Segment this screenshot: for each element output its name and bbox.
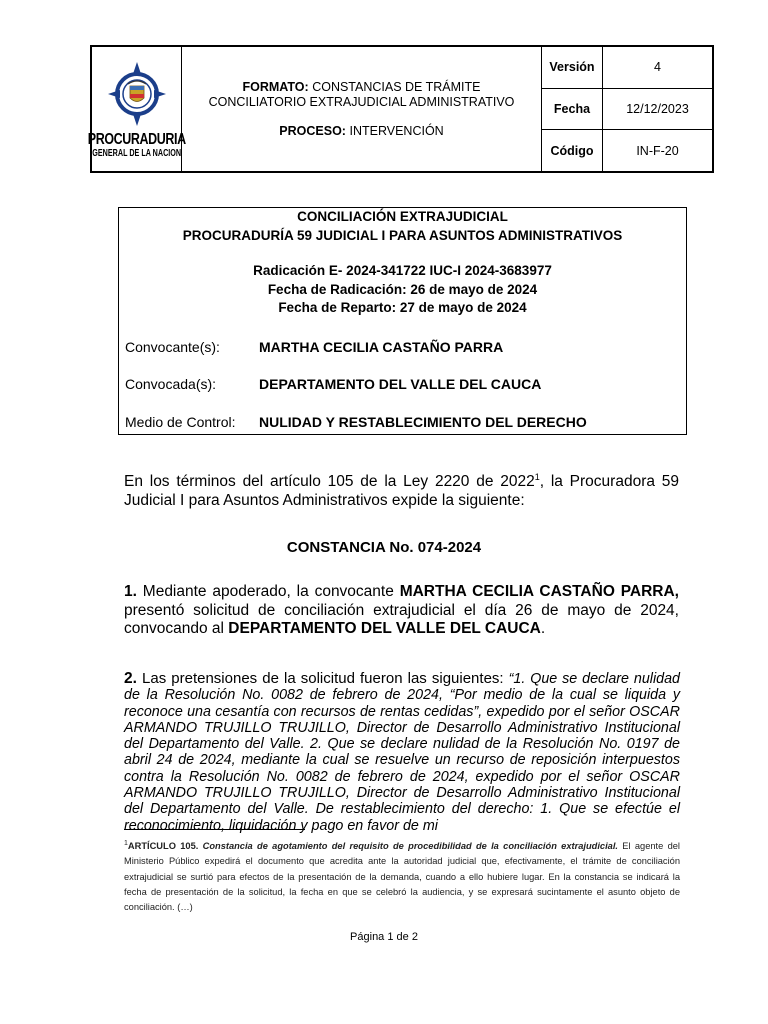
footnote-1: $^1$ARTÍCULO 105. Constancia de agotamiento del requisito de procedibilidad de la conciliación extrajudicial. El agente del Ministerio Público expedirá el documento que acredita ante la autoridad judicial que, efectivamente, el trámite de conciliación extrajudicial se surtió para efectos de la presentación de la demanda, cuando a ello hubiere lugar. En la constancia se indicará la fecha de presentación de la solicitud, la fecha en que se celebró la audiencia, y se expresará sucintamente el asunto objeto de conciliación. (…) (124, 840, 680, 913)
convocante-row (125, 339, 503, 355)
page-number: Página 1 de 2 (350, 931, 418, 943)
date-label: Fecha (542, 89, 603, 130)
code-row (542, 130, 712, 171)
logo-text: PROCURADURIA (87, 130, 186, 148)
convocada-value: DEPARTAMENTO DEL VALLE DEL CAUCA (259, 376, 542, 392)
constancia-title: CONSTANCIA No. 074-2024 (286, 539, 482, 556)
medio-control-label: Medio de Control: (125, 414, 236, 430)
code-label: Código (542, 130, 603, 171)
footnote-ref[interactable]: 1 (534, 472, 540, 482)
case-type: CONCILIACIÓN EXTRAJUDICIAL (297, 209, 508, 224)
date-row (542, 89, 712, 131)
code-value: IN-F-20 (636, 143, 679, 158)
paragraph-2: 2. Las pretensiones de la solicitud fueron las siguientes: “1. Que se declare nulidad de la Resolución No. 0082 de febrero de 2024, “Por medio de la cual se liquida y reconoce una cesantía con recursos de rentas cedidas”, expedido por el señor OSCAR ARMANDO TRUJILLO TRUJILLO, Director de Desarrollo Administrativo Institucional del Departamento del Valle. 2. Que se declare nulidad de la Resolución No. 0197 de abril 24 de 2024, mediante la cual se resuelve un recurso de reposición interpuestos contra la Resolución No. 0082 de febrero de 2024, expedido por el señor OSCAR ARMANDO TRUJILLO TRUJILLO, Director de Desarrollo Administrativo Institucional del Departamento del Valle. De restablecimiento del derecho: 1. Que se efectúe el reconocimiento, liquidación y pago en favor de mi (124, 670, 680, 834)
pretensiones-quote: “1. Que se declare nulidad de la Resolución No. 0082 de febrero de 2024, “Por medio de la cual se liquida y reconoce una cesantía con recursos de rentas cedidas”, expedido por el señor OSCAR ARMANDO TRUJILLO TRUJILLO, Director de Desarrollo Administrativo Institucional del Departamento del Valle. 2. Que se declare nulidad de la Resolución No. 0197 de abril 24 de 2024, mediante la cual se resuelve un recurso de reposición interpuestos contra la Resolución No. 0082 de febrero de 2024, expedido por el señor OSCAR ARMANDO TRUJILLO TRUJILLO, Director de Desarrollo Administrativo Institucional del Departamento del Valle. De restablecimiento del derecho: 1. Que se efectúe el reconocimiento, liquidación y pago en favor de mi (124, 671, 680, 834)
convocante-name: MARTHA CECILIA CASTAÑO PARRA, (399, 583, 679, 600)
document-meta (542, 47, 712, 171)
procuraduria-logo (87, 47, 186, 171)
convocada-name: DEPARTAMENTO DEL VALLE DEL CAUCA (228, 620, 541, 637)
case-heading (119, 208, 686, 245)
medio-control-value: NULIDAD Y RESTABLECIMIENTO DEL DERECHO (259, 414, 587, 430)
convocante-value: MARTHA CECILIA CASTAÑO PARRA (259, 339, 504, 355)
procuraduria-office: PROCURADURÍA 59 JUDICIAL I PARA ASUNTOS ADMINISTRATIVOS (182, 227, 623, 243)
case-dates (119, 262, 686, 318)
intro-paragraph: En los términos del artículo 105 de la Ley 2220 de 2022$^1$, la Procuradora 59 Judicial I para Asuntos Administrativos expide la siguiente: (124, 472, 679, 509)
convocante-label: Convocante(s): (125, 339, 220, 355)
convocada-row (125, 376, 541, 392)
case-info-box (118, 207, 687, 435)
coat-of-arms-icon (106, 60, 168, 132)
footnote-separator (124, 829, 305, 830)
version-value: 4 (654, 60, 661, 75)
radicacion-date: Fecha de Radicación: 26 de mayo de 2024 (267, 281, 538, 297)
format-title-cell (182, 47, 542, 171)
convocada-label: Convocada(s): (125, 376, 217, 392)
date-value: 12/12/2023 (626, 102, 689, 116)
medio-control-row (125, 414, 587, 430)
reparto-date: Fecha de Reparto: 27 de mayo de 2024 (278, 300, 527, 315)
document-header-table (87, 45, 714, 173)
format-title: FORMATO: CONSTANCIAS DE TRÁMITE CONCILIATORIO EXTRAJUDICIAL ADMINISTRATIVO (208, 79, 515, 109)
logo-subtext: GENERAL DE LA NACION (92, 147, 181, 159)
radicacion-number: Radicación E- 2024-341722 IUC-I 2024-3683977 (253, 263, 552, 278)
process-title: PROCESO: INTERVENCIÓN (279, 123, 444, 138)
version-label: Versión (542, 47, 603, 88)
version-row (542, 47, 712, 89)
paragraph-1: 1. Mediante apoderado, la convocante MARTHA CECILIA CASTAÑO PARRA, presentó solicitud de conciliación extrajudicial el día 26 de mayo de 2024, convocando al DEPARTAMENTO DEL VALLE DEL CAUCA. (124, 583, 679, 637)
